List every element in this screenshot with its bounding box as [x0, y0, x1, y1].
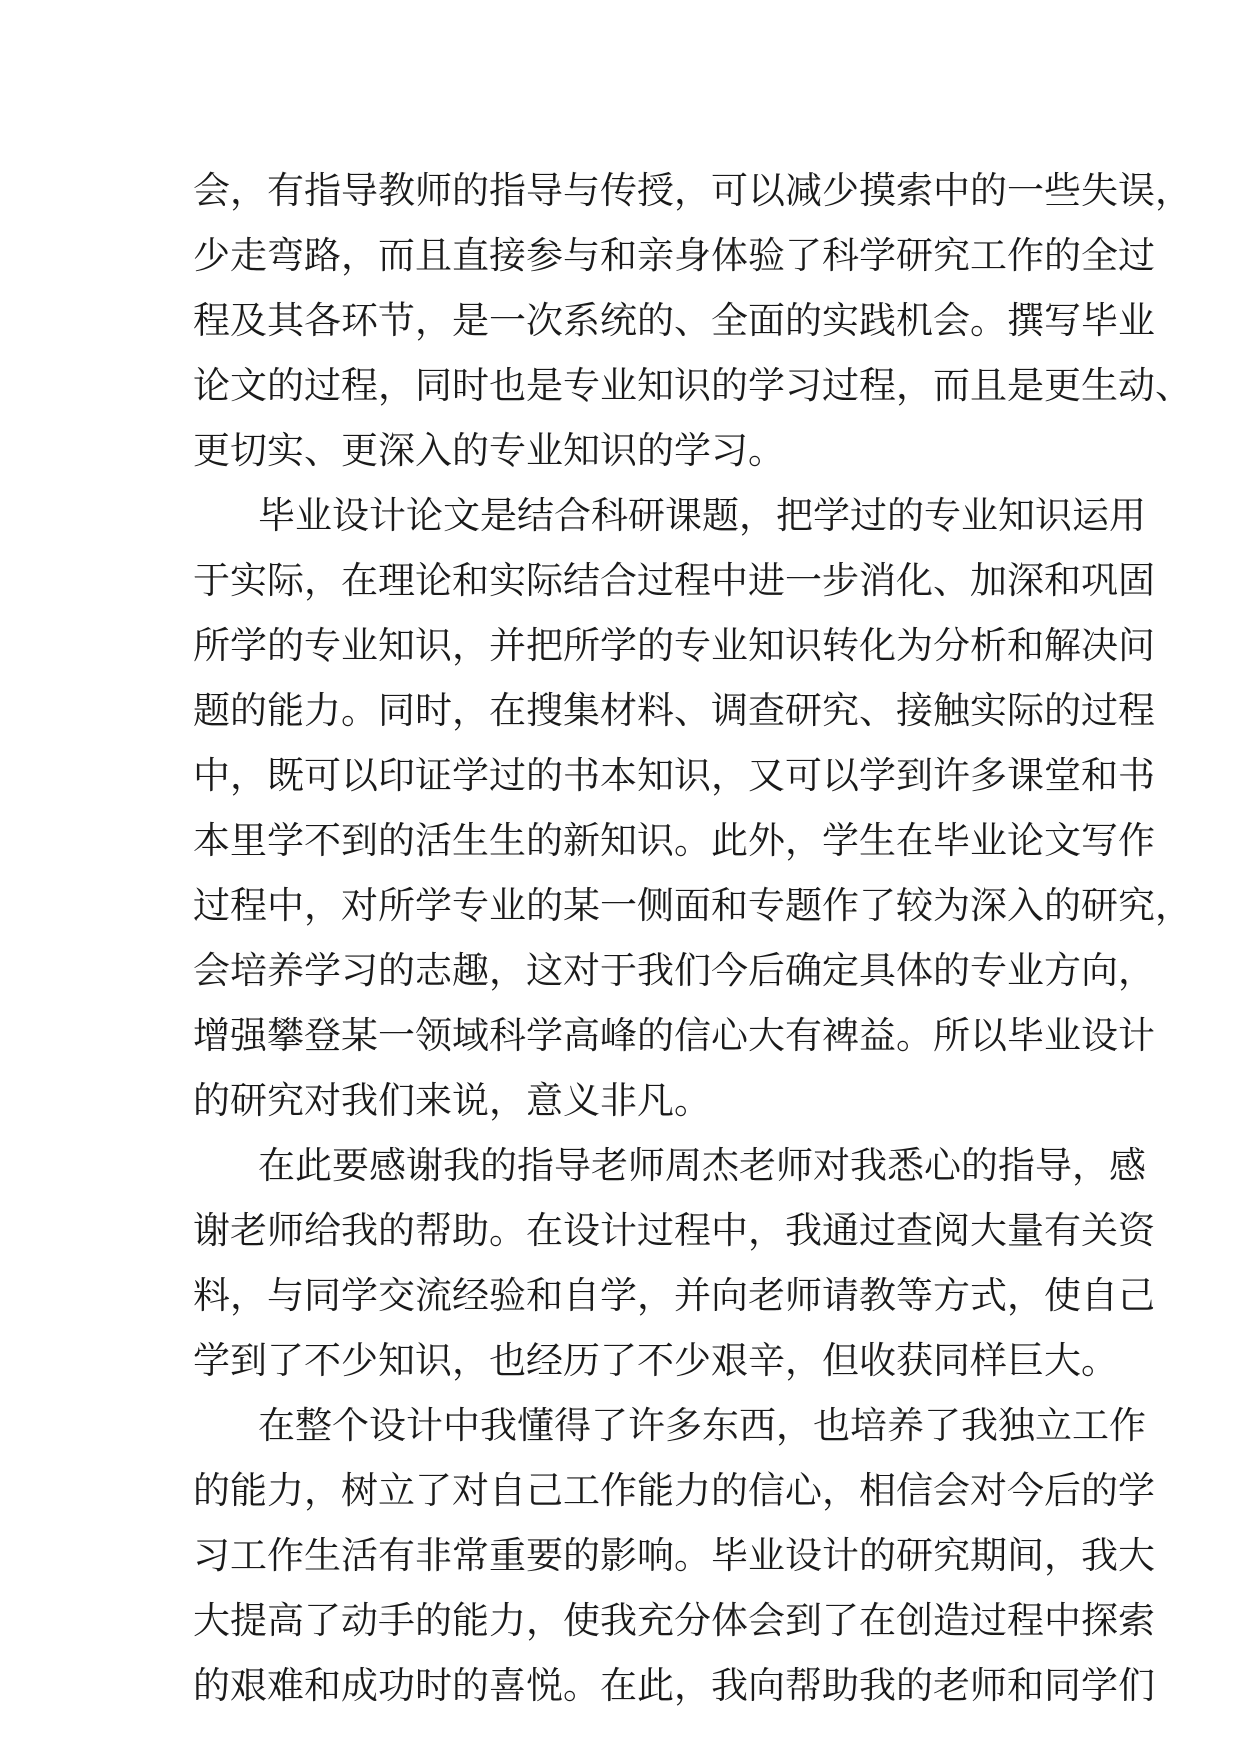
text-line: 料，与同学交流经验和自学，并向老师请教等方式，使自己	[193, 1274, 1155, 1317]
text-line: 谢老师给我的帮助。在设计过程中，我通过查阅大量有关资	[193, 1209, 1155, 1252]
text-line: 毕业设计论文是结合科研课题，把学过的专业知识运用	[258, 494, 1146, 537]
text-line: 论文的过程，同时也是专业知识的学习过程，而且是更生动、	[193, 364, 1192, 407]
text-line: 在整个设计中我懂得了许多东西，也培养了我独立工作	[258, 1404, 1146, 1447]
paragraph	[193, 1393, 1155, 1718]
text-line: 本里学不到的活生生的新知识。此外，学生在毕业论文写作	[193, 819, 1155, 862]
text-line: 中，既可以印证学过的书本知识，又可以学到许多课堂和书	[193, 754, 1155, 797]
paragraph	[193, 158, 1192, 483]
text-line: 少走弯路，而且直接参与和亲身体验了科学研究工作的全过	[193, 234, 1155, 277]
text-line: 在此要感谢我的指导老师周杰老师对我悉心的指导，感	[258, 1144, 1146, 1187]
text-line: 的艰难和成功时的喜悦。在此，我向帮助我的老师和同学们	[193, 1664, 1155, 1707]
text-line: 题的能力。同时，在搜集材料、调查研究、接触实际的过程	[193, 689, 1155, 732]
paragraph	[193, 1133, 1155, 1393]
text-line: 学到了不少知识，也经历了不少艰辛，但收获同样巨大。	[193, 1339, 1118, 1382]
text-line: 的研究对我们来说，意义非凡。	[193, 1079, 711, 1122]
text-line: 程及其各环节，是一次系统的、全面的实践机会。撰写毕业	[193, 299, 1155, 342]
document-body-text	[193, 158, 1192, 1718]
paragraph	[193, 483, 1192, 1133]
text-line: 会，有指导教师的指导与传授，可以减少摸索中的一些失误，	[193, 169, 1192, 212]
text-line: 大提高了动手的能力，使我充分体会到了在创造过程中探索	[193, 1599, 1155, 1642]
text-line: 过程中，对所学专业的某一侧面和专题作了较为深入的研究，	[193, 884, 1192, 927]
text-line: 更切实、更深入的专业知识的学习。	[193, 429, 785, 472]
text-line: 增强攀登某一领域科学高峰的信心大有裨益。所以毕业设计	[193, 1014, 1155, 1057]
text-line: 于实际，在理论和实际结合过程中进一步消化、加深和巩固	[193, 559, 1155, 602]
text-line: 所学的专业知识，并把所学的专业知识转化为分析和解决问	[193, 624, 1155, 667]
text-line: 的能力，树立了对自己工作能力的信心，相信会对今后的学	[193, 1469, 1155, 1512]
text-line: 习工作生活有非常重要的影响。毕业设计的研究期间，我大	[193, 1534, 1155, 1577]
text-line: 会培养学习的志趣，这对于我们今后确定具体的专业方向，	[193, 949, 1155, 992]
